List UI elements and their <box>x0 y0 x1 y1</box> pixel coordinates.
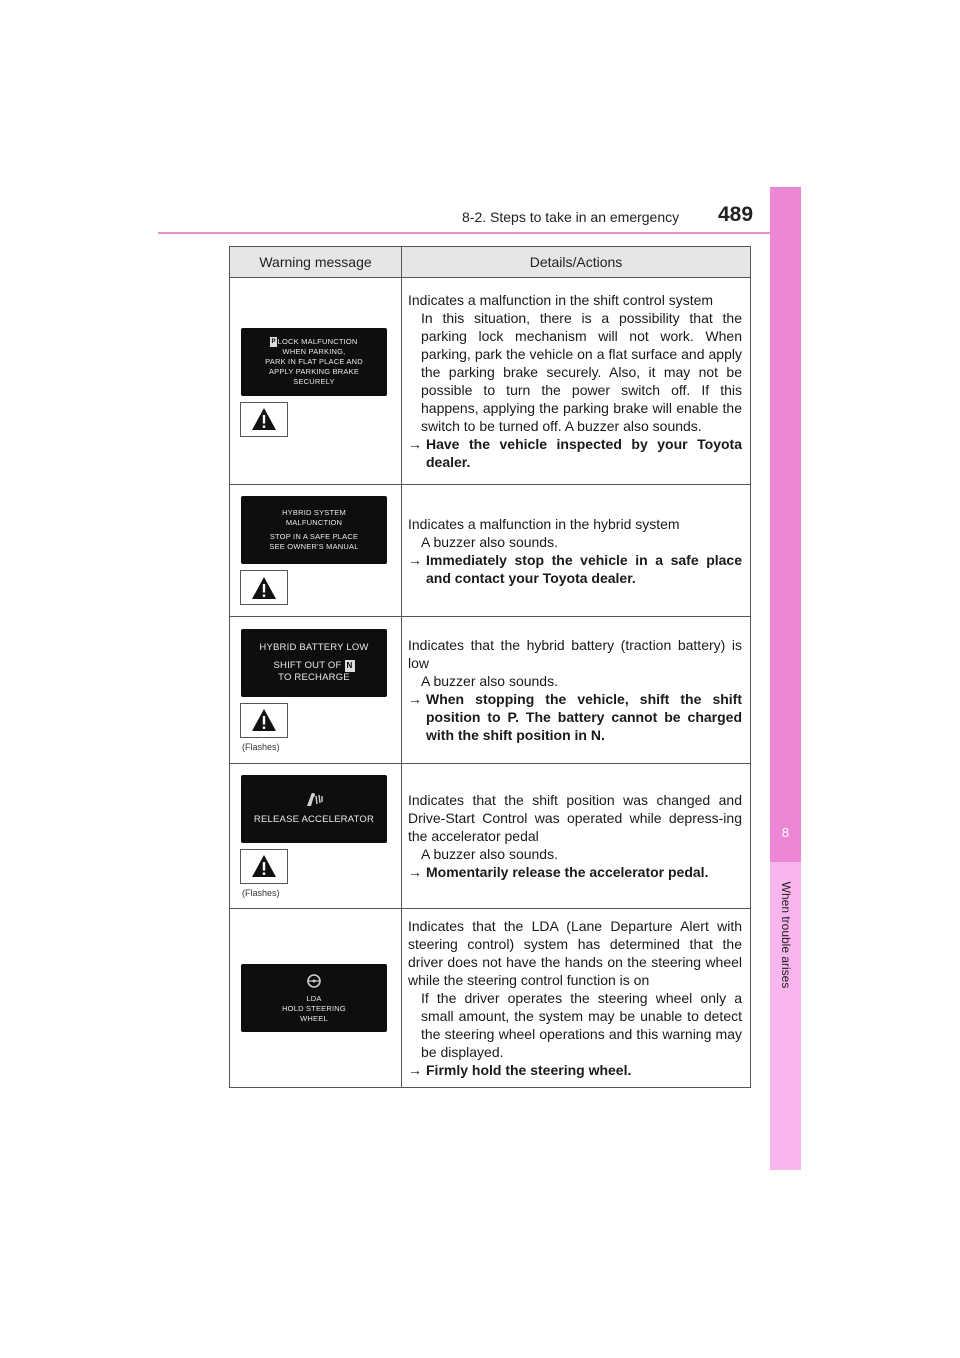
warning-screen <box>241 496 387 564</box>
screen-line: PARK IN FLAT PLACE AND <box>265 356 363 366</box>
master-warning-icon <box>240 402 288 437</box>
screen-line: RELEASE ACCELERATOR <box>253 813 375 825</box>
table-row <box>230 764 751 909</box>
screen-line: SECURELY <box>293 376 335 386</box>
detail-main: Indicates a malfunction in the hybrid system <box>408 515 680 532</box>
flashes-note: (Flashes) <box>242 887 280 898</box>
chapter-number: 8 <box>781 825 790 840</box>
detail-sub: A buzzer also sounds. <box>421 533 558 550</box>
screen-line: SHIFT OUT OF N <box>273 659 353 671</box>
screen-line: APPLY PARKING BRAKE <box>268 366 360 376</box>
detail-main: Indicates that the hybrid battery (traction battery) is low <box>408 637 742 671</box>
screen-line: STOP IN A SAFE PLACE <box>269 532 359 541</box>
n-badge: N <box>346 660 353 670</box>
screen-line: HYBRID BATTERY LOW <box>259 641 369 653</box>
detail-main: Indicates that the shift position was changed and Drive-Start Control was operated while depress-ing the accelerator pedal <box>408 792 742 844</box>
p-badge: P <box>271 338 276 345</box>
flashes-note: (Flashes) <box>242 741 280 752</box>
arrow-icon: → <box>408 436 422 452</box>
chapter-number-tab <box>770 187 801 862</box>
screen-line: HYBRID SYSTEM <box>282 508 346 517</box>
screen-line: LOCK MALFUNCTION <box>277 336 358 346</box>
chapter-title: When trouble arises <box>779 881 793 989</box>
detail-action: → When stopping the vehicle, shift the shift position to P. The battery cannot be charged with the shift position in N. <box>408 691 742 743</box>
detail-action: → Firmly hold the steering wheel. <box>408 1062 632 1078</box>
table-row <box>230 485 751 617</box>
page-number: 489 <box>718 203 754 226</box>
warning-image-cell <box>230 617 402 764</box>
screen-line: HOLD STEERING <box>282 1003 346 1013</box>
warning-image-cell <box>230 909 402 1088</box>
table-row <box>230 909 751 1088</box>
warning-screen <box>241 629 387 697</box>
detail-main: Indicates a malfunction in the shift control system <box>408 292 714 308</box>
warning-screen <box>241 775 387 843</box>
screen-line: TO RECHARGE <box>278 671 350 683</box>
detail-sub: In this situation, there is a possibility that the parking lock mechanism will not work. When parking, park the vehicle on a flat surface and apply the parking brake securely. Also, it may not be possible to turn the power switch off. If this happens, applying the parking brake will enable the switch to be turned off. A buzzer also sounds. <box>421 310 742 434</box>
warning-image-cell <box>230 764 402 909</box>
warning-screen <box>241 964 387 1032</box>
foot-pedal-icon <box>304 792 324 811</box>
detail-action: → Momentarily release the accelerator pedal. <box>408 864 709 880</box>
screen-line: WHEN PARKING, <box>282 346 346 356</box>
col-header-details: Details/Actions <box>402 247 751 278</box>
screen-line: SEE OWNER'S MANUAL <box>269 542 359 551</box>
details-cell <box>402 485 751 617</box>
col-header-warning: Warning message <box>230 247 402 278</box>
table-row <box>230 617 751 764</box>
arrow-icon: → <box>408 551 422 568</box>
warning-screen <box>241 328 387 396</box>
warning-image-cell <box>230 485 402 617</box>
arrow-icon: → <box>408 864 422 880</box>
table-header-row <box>230 247 751 278</box>
details-cell <box>402 764 751 909</box>
arrow-icon: → <box>408 1062 422 1078</box>
warning-image-cell <box>230 278 402 485</box>
detail-main: Indicates that the LDA (Lane Departure Alert with steering control) system has determined that the driver does not have the hands on the steering wheel while the steering control function is on <box>408 918 742 988</box>
screen-line: LDA <box>306 993 322 1003</box>
steering-hands-icon <box>305 973 323 991</box>
master-warning-icon <box>240 570 288 605</box>
detail-action: → Have the vehicle inspected by your Toyota dealer. <box>408 436 742 470</box>
details-cell <box>402 617 751 764</box>
table-row <box>230 278 751 485</box>
warning-table <box>229 246 751 1088</box>
master-warning-icon <box>240 703 288 738</box>
screen-line: WHEEL <box>300 1013 328 1023</box>
details-cell <box>402 909 751 1088</box>
detail-action: → Immediately stop the vehicle in a safe place and contact your Toyota dealer. <box>408 551 742 586</box>
arrow-icon: → <box>408 691 422 707</box>
detail-sub: A buzzer also sounds. <box>421 846 558 862</box>
detail-sub: A buzzer also sounds. <box>421 673 558 689</box>
section-title: 8-2. Steps to take in an emergency <box>462 209 680 225</box>
detail-sub: If the driver operates the steering wheel only a small amount, the system may be unable to detect the steering wheel operations and this warning may be displayed. <box>421 990 742 1060</box>
details-cell <box>402 278 751 485</box>
screen-line: MALFUNCTION <box>285 518 343 527</box>
master-warning-icon <box>240 849 288 884</box>
header-rule <box>158 232 801 234</box>
